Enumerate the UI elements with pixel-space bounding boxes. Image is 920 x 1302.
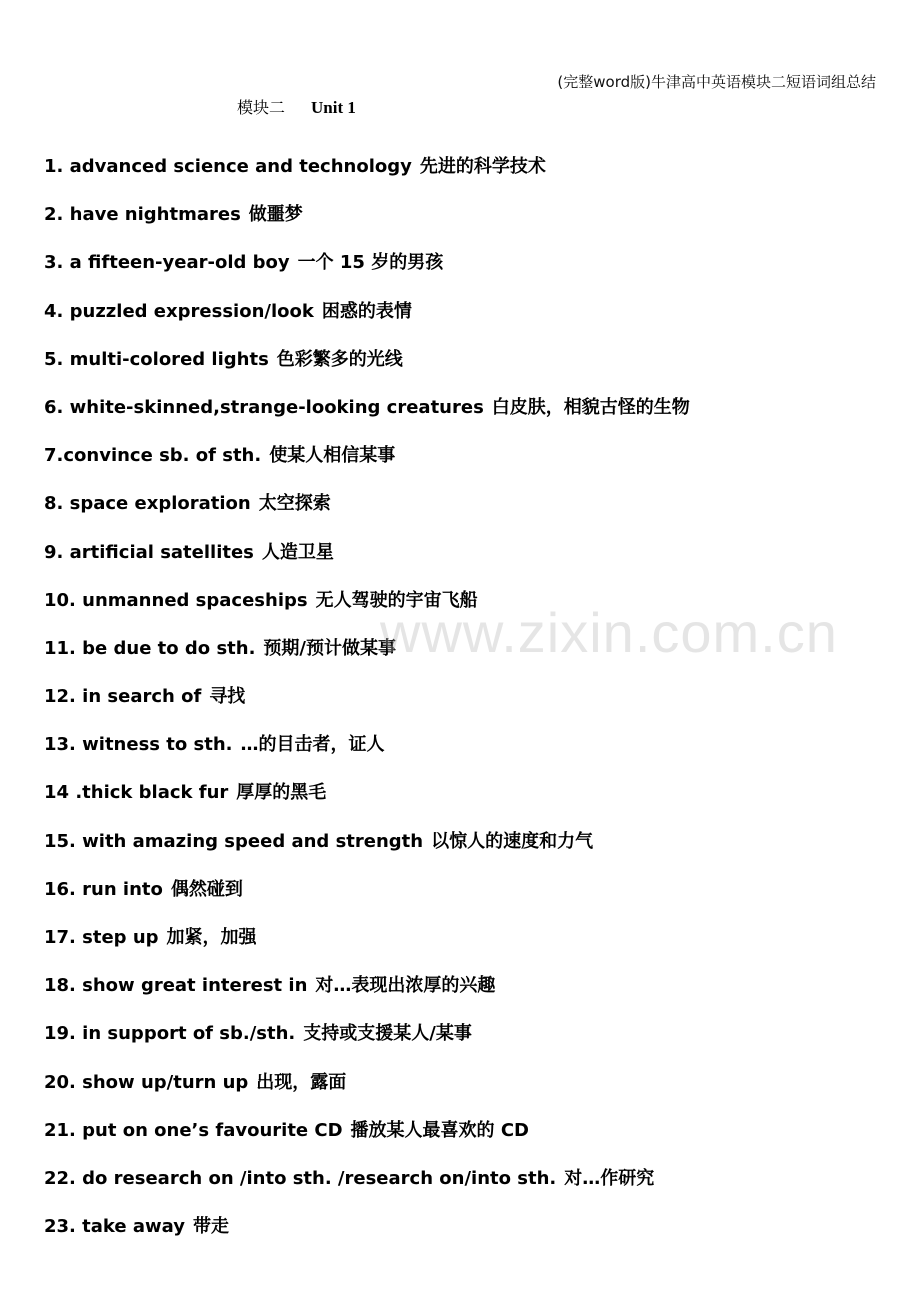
phrase-chinese: 寻找 bbox=[209, 686, 246, 708]
phrase-english: 18. show great interest in bbox=[44, 975, 308, 997]
phrase-english: 21. put on one’s favourite CD bbox=[44, 1119, 343, 1141]
phrase-english: 4. puzzled expression/look bbox=[44, 300, 314, 322]
phrase-english: 22. do research on /into sth. /research on/into sth. bbox=[44, 1167, 557, 1189]
phrase-chinese: 对…作研究 bbox=[564, 1167, 655, 1189]
phrase-chinese: 太空探索 bbox=[258, 493, 331, 515]
phrase-chinese: 做噩梦 bbox=[248, 204, 303, 226]
phrase-list bbox=[44, 150, 890, 1258]
page-title bbox=[237, 95, 356, 118]
phrase-chinese: 以惊人的速度和力气 bbox=[431, 830, 594, 852]
phrase-chinese: 一个 15 岁的男孩 bbox=[297, 252, 444, 274]
phrase-english: 9. artificial satellites bbox=[44, 541, 254, 563]
list-item bbox=[44, 632, 890, 680]
title-unit: Unit 1 bbox=[311, 98, 356, 117]
list-item bbox=[44, 825, 890, 873]
phrase-english: 10. unmanned spaceships bbox=[44, 589, 308, 611]
list-item bbox=[44, 969, 890, 1017]
title-module: 模块二 bbox=[237, 98, 286, 117]
phrase-chinese: 对…表现出浓厚的兴趣 bbox=[315, 975, 496, 997]
list-item bbox=[44, 921, 890, 969]
list-item bbox=[44, 487, 890, 535]
list-item bbox=[44, 295, 890, 343]
phrase-chinese: 厚厚的黑毛 bbox=[236, 782, 327, 804]
list-item bbox=[44, 728, 890, 776]
list-item bbox=[44, 776, 890, 824]
phrase-chinese: 无人驾驶的宇宙飞船 bbox=[315, 589, 478, 611]
phrase-chinese: 使某人相信某事 bbox=[269, 445, 396, 467]
phrase-chinese: 色彩繁多的光线 bbox=[276, 348, 403, 370]
list-item bbox=[44, 343, 890, 391]
list-item bbox=[44, 1210, 890, 1258]
phrase-english: 5. multi-colored lights bbox=[44, 348, 269, 370]
phrase-chinese: 人造卫星 bbox=[261, 541, 334, 563]
phrase-english: 15. with amazing speed and strength bbox=[44, 830, 424, 852]
phrase-chinese: 支持或支援某人/某事 bbox=[303, 1023, 472, 1045]
phrase-english: 16. run into bbox=[44, 878, 163, 900]
phrase-english: 13. witness to sth. bbox=[44, 734, 233, 756]
list-item bbox=[44, 439, 890, 487]
phrase-chinese: 加紧，加强 bbox=[166, 927, 257, 948]
watermark: www.zixin.com.cn bbox=[380, 601, 838, 664]
phrase-english: 17. step up bbox=[44, 927, 159, 948]
phrase-chinese: 偶然碰到 bbox=[170, 878, 243, 900]
phrase-english: 2. have nightmares bbox=[44, 204, 241, 226]
list-item bbox=[44, 1162, 890, 1210]
list-item bbox=[44, 873, 890, 921]
phrase-chinese: 先进的科学技术 bbox=[419, 156, 546, 177]
phrase-english: 19. in support of sb./sth. bbox=[44, 1023, 296, 1045]
phrase-chinese: 带走 bbox=[192, 1216, 229, 1238]
phrase-english: 7.convince sb. of sth. bbox=[44, 445, 262, 467]
phrase-chinese: …的目击者，证人 bbox=[240, 734, 385, 756]
list-item bbox=[44, 1114, 890, 1162]
phrase-english: 3. a fifteen-year-old boy bbox=[44, 252, 290, 274]
phrase-english: 11. be due to do sth. bbox=[44, 637, 256, 659]
document-header: (完整word版)牛津高中英语模块二短语词组总结 bbox=[557, 73, 876, 91]
phrase-english: 23. take away bbox=[44, 1216, 185, 1238]
list-item bbox=[44, 680, 890, 728]
phrase-chinese: 播放某人最喜欢的 CD bbox=[350, 1119, 529, 1141]
list-item bbox=[44, 584, 890, 632]
phrase-english: 6. white-skinned,strange-looking creatures bbox=[44, 396, 484, 418]
phrase-chinese: 困惑的表情 bbox=[321, 300, 412, 322]
list-item bbox=[44, 536, 890, 584]
list-item bbox=[44, 198, 890, 246]
phrase-english: 1. advanced science and technology bbox=[44, 156, 412, 177]
phrase-english: 14 .thick black fur bbox=[44, 782, 229, 804]
phrase-english: 8. space exploration bbox=[44, 493, 251, 515]
list-item bbox=[44, 1066, 890, 1114]
phrase-chinese: 预期/预计做某事 bbox=[263, 637, 396, 659]
list-item bbox=[44, 391, 890, 439]
phrase-chinese: 白皮肤，相貌古怪的生物 bbox=[491, 396, 690, 418]
phrase-english: 20. show up/turn up bbox=[44, 1071, 249, 1093]
phrase-english: 12. in search of bbox=[44, 686, 202, 708]
list-item bbox=[44, 150, 890, 198]
list-item bbox=[44, 246, 890, 294]
phrase-chinese: 出现，露面 bbox=[256, 1071, 347, 1093]
list-item bbox=[44, 1017, 890, 1065]
